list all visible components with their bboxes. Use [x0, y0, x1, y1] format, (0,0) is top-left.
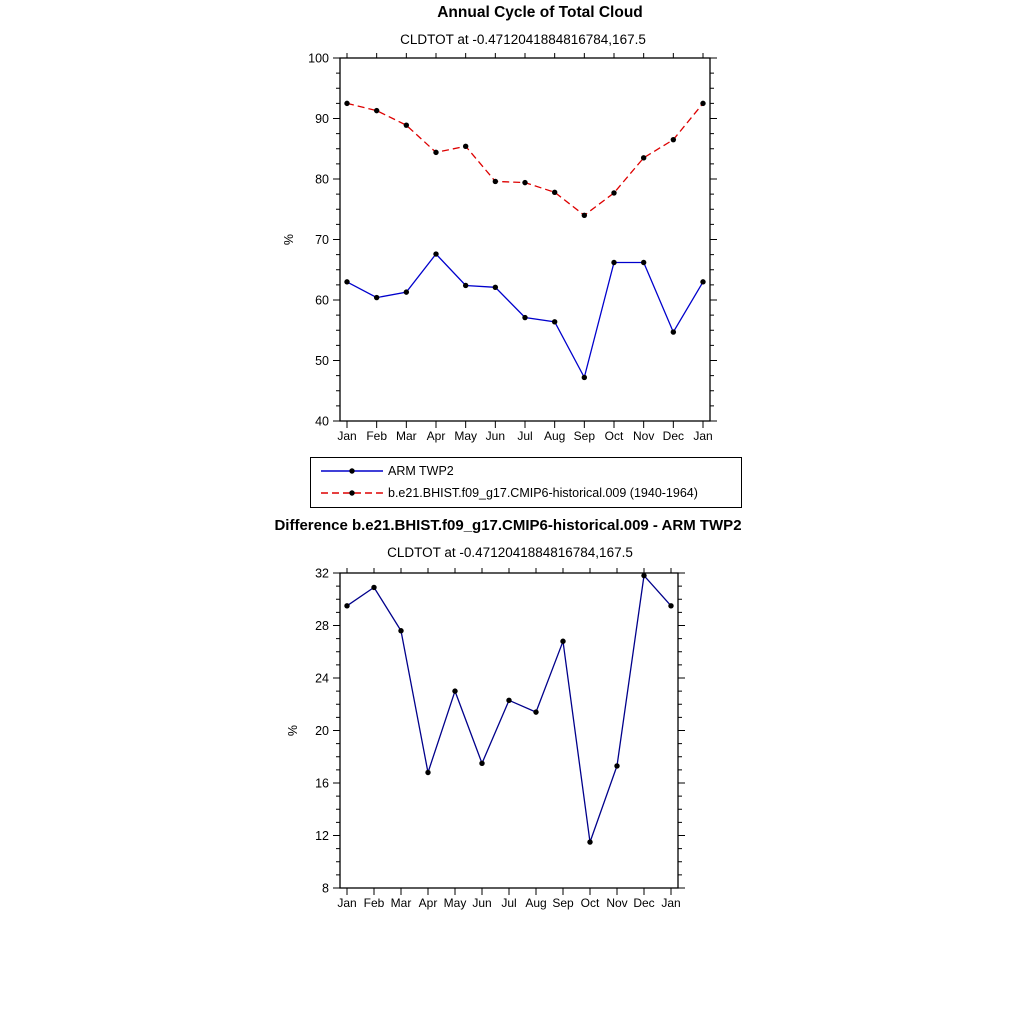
data-point [344, 603, 349, 608]
y-tick-label: 12 [315, 829, 329, 843]
x-tick-label: Jun [485, 429, 506, 443]
data-point [506, 698, 511, 703]
data-point [404, 122, 409, 127]
y-tick-label: 50 [315, 354, 329, 368]
x-tick-label: Apr [426, 429, 446, 443]
legend-line-sample-blue-solid [318, 464, 386, 478]
x-tick-label: Mar [395, 429, 417, 443]
data-point [700, 279, 705, 284]
x-tick-label: Aug [525, 896, 547, 910]
x-tick-label: Nov [606, 896, 628, 910]
chart2-subtitle: CLDTOT at -0.4712041884816784,167.5 [387, 545, 633, 560]
data-point [611, 260, 616, 265]
y-axis-label: % [282, 233, 296, 246]
legend-label: b.e21.BHIST.f09_g17.CMIP6-historical.009 (1940-1964) [388, 486, 698, 500]
y-tick-label: 8 [322, 881, 329, 896]
data-point [671, 329, 676, 334]
data-point [641, 573, 646, 578]
x-tick-label: Oct [604, 429, 624, 443]
data-point [641, 155, 646, 160]
x-tick-label: Jan [661, 896, 681, 910]
data-point [522, 180, 527, 185]
data-point [404, 289, 409, 294]
chart2-title: Difference b.e21.BHIST.f09_g17.CMIP6-historical.009 - ARM TWP2 [274, 517, 742, 534]
legend-item-arm-twp2 [311, 460, 741, 482]
plot-frame [340, 573, 678, 888]
data-point [344, 279, 349, 284]
series-line [347, 576, 671, 843]
x-tick-label: Sep [552, 896, 574, 910]
data-point [700, 101, 705, 106]
data-point [533, 709, 538, 714]
legend-item-model [311, 482, 741, 504]
x-tick-label: Nov [632, 429, 655, 443]
chart1-subtitle: CLDTOT at -0.4712041884816784,167.5 [400, 32, 646, 47]
x-tick-label: Sep [573, 429, 596, 443]
data-point [641, 260, 646, 265]
y-tick-label: 90 [315, 112, 329, 126]
x-tick-label: Oct [580, 896, 600, 910]
data-point [611, 190, 616, 195]
legend-label: ARM TWP2 [388, 464, 454, 478]
x-tick-label: Apr [418, 896, 438, 910]
y-tick-label: 70 [315, 233, 329, 247]
plot-frame [340, 58, 710, 421]
data-point [463, 283, 468, 288]
chart1-title: Annual Cycle of Total Cloud [437, 4, 643, 21]
data-point [560, 639, 565, 644]
data-point [522, 315, 527, 320]
y-tick-label: 16 [315, 776, 329, 791]
data-point [493, 285, 498, 290]
x-tick-label: Jan [337, 896, 357, 910]
data-point [671, 137, 676, 142]
x-tick-label: Jan [337, 429, 357, 443]
y-tick-label: 40 [315, 414, 329, 429]
x-tick-label: Jun [472, 896, 492, 910]
data-point [493, 179, 498, 184]
legend-box [310, 457, 742, 508]
legend-line-sample-red-dashed [318, 486, 386, 500]
x-tick-label: Dec [662, 429, 685, 443]
x-tick-label: Jul [517, 429, 533, 443]
data-point [452, 688, 457, 693]
data-point [425, 770, 430, 775]
plot-area [282, 52, 717, 444]
y-tick-label: 20 [315, 724, 329, 738]
data-point [552, 190, 557, 195]
y-tick-label: 60 [315, 293, 329, 308]
x-tick-label: Mar [390, 896, 412, 910]
x-tick-label: Jan [693, 429, 713, 443]
data-point [374, 108, 379, 113]
data-point [344, 101, 349, 106]
data-point [582, 375, 587, 380]
data-point [587, 839, 592, 844]
x-tick-label: May [443, 896, 467, 910]
data-point [479, 761, 484, 766]
data-point [371, 585, 376, 590]
x-tick-label: Dec [633, 896, 655, 910]
data-point [398, 628, 403, 633]
data-point [433, 150, 438, 155]
data-point [614, 763, 619, 768]
plot-area [286, 567, 685, 911]
x-tick-label: Aug [543, 429, 566, 443]
x-tick-label: May [454, 429, 478, 443]
y-tick-label: 80 [315, 172, 329, 187]
series-line [347, 103, 703, 215]
y-tick-label: 28 [315, 619, 329, 633]
y-tick-label: 32 [315, 566, 329, 581]
x-tick-label: Jul [501, 896, 517, 910]
y-tick-label: 100 [308, 51, 329, 66]
data-point [582, 213, 587, 218]
data-point [433, 251, 438, 256]
data-point [668, 603, 673, 608]
data-point [463, 144, 468, 149]
data-point [374, 295, 379, 300]
data-point [552, 319, 557, 324]
x-tick-label: Feb [366, 429, 388, 443]
y-axis-label: % [286, 724, 300, 737]
y-tick-label: 24 [315, 671, 329, 686]
x-tick-label: Feb [363, 896, 385, 910]
